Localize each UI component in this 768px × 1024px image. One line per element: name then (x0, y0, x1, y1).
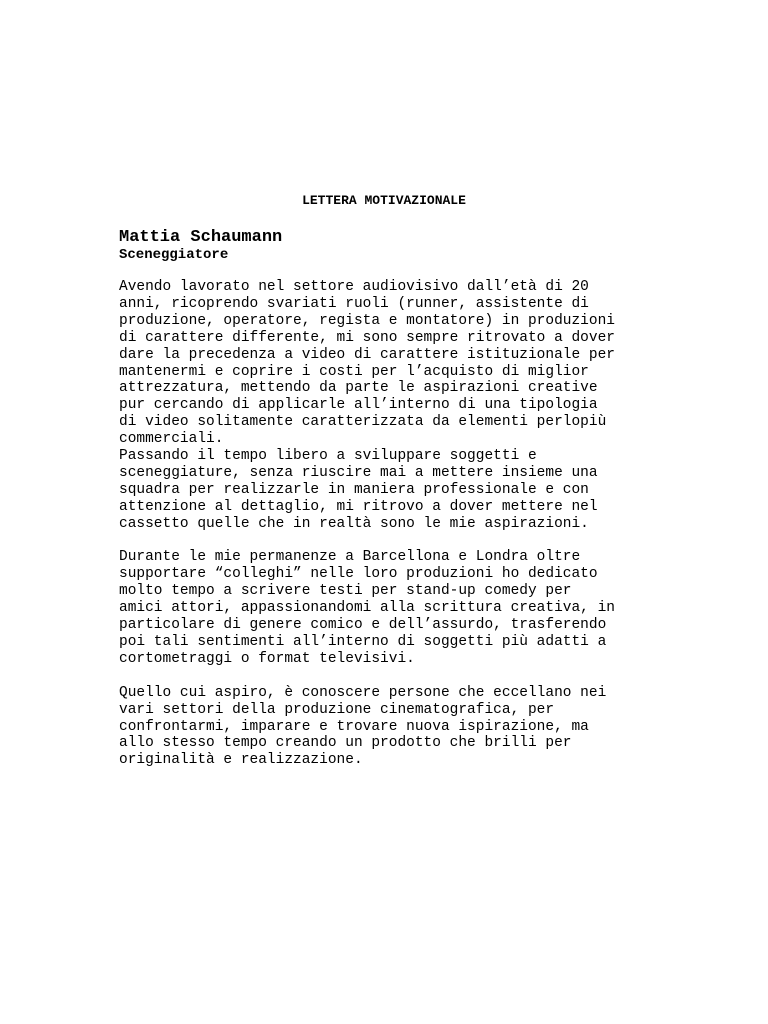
text-line: Durante le mie permanenze a Barcellona e Londra oltre (119, 549, 581, 566)
author-name: Mattia Schaumann (119, 228, 283, 247)
text-line: supportare “colleghi” nelle loro produzioni ho dedicato (119, 566, 598, 583)
text-line: attenzione al dettaglio, mi ritrovo a dover mettere nel (119, 498, 598, 515)
text-line: Quello cui aspiro, è conoscere persone che eccellano nei (119, 684, 607, 701)
text-line: mantenermi e coprire i costi per l’acquisto di miglior (119, 363, 589, 380)
text-line: di video solitamente caratterizzata da elementi perlopiù (119, 414, 607, 431)
text-line: originalità e realizzazione. (119, 752, 363, 769)
paragraph-free-time (119, 448, 679, 533)
document-title: LETTERA MOTIVAZIONALE (302, 193, 466, 208)
text-line: produzione, operatore, regista e montatore) in produzioni (119, 312, 615, 329)
paragraph-experience (119, 279, 679, 448)
text-line: molto tempo a scrivere testi per stand-up comedy per (119, 583, 572, 600)
text-line: vari settori della produzione cinematografica, per (119, 701, 555, 718)
paragraph-travels (119, 549, 679, 667)
letter-body (119, 279, 679, 769)
text-line: Avendo lavorato nel settore audiovisivo dall’età di 20 (119, 279, 589, 295)
text-line: amici attori, appassionandomi alla scrittura creativa, in (119, 600, 615, 617)
text-line: dare la precedenza a video di carattere istituzionale per (119, 346, 615, 363)
text-line: sceneggiature, senza riuscire mai a mettere insieme una (119, 464, 598, 481)
text-line: cortometraggi o format televisivi. (119, 650, 415, 667)
paragraph-aspirations (119, 685, 679, 770)
text-line: commerciali. (119, 431, 224, 448)
text-line: di carattere differente, mi sono sempre ritrovato a dover (119, 329, 615, 346)
text-line: anni, ricoprendo svariati ruoli (runner, assistente di (119, 295, 589, 312)
text-line: particolare di genere comico e dell’assurdo, trasferendo (119, 617, 607, 634)
text-line: attrezzatura, mettendo da parte le aspirazioni creative (119, 380, 598, 397)
paragraph-gap (119, 668, 679, 685)
author-role: Sceneggiatore (119, 247, 229, 263)
text-line: allo stesso tempo creando un prodotto che brilli per (119, 735, 572, 752)
text-line: pur cercando di applicarle all’interno di una tipologia (119, 397, 598, 414)
text-line: poi tali sentimenti all’interno di soggetti più adatti a (119, 634, 607, 651)
text-line: squadra per realizzarle in maniera professionale e con (119, 481, 589, 498)
text-line: Passando il tempo libero a sviluppare soggetti e (119, 448, 537, 465)
paragraph-gap (119, 533, 679, 550)
text-line: confrontarmi, imparare e trovare nuova ispirazione, ma (119, 718, 589, 735)
text-line: cassetto quelle che in realtà sono le mie aspirazioni. (119, 515, 589, 532)
